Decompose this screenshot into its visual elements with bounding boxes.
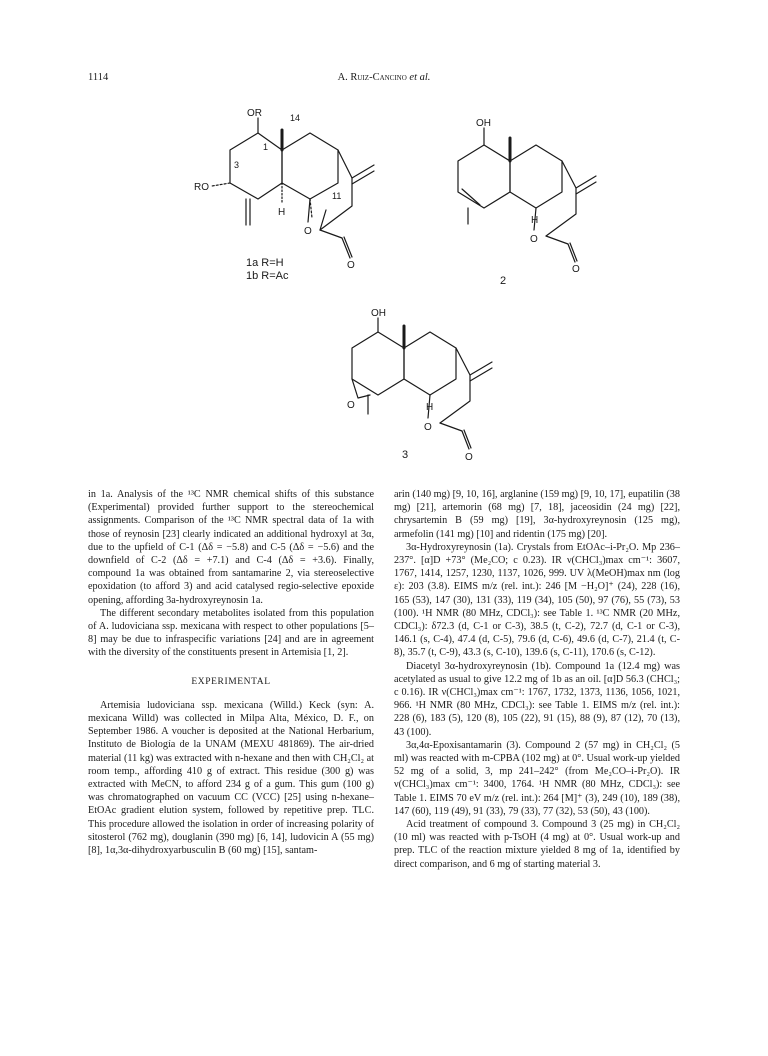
compound-2-caption: 2 <box>500 275 507 287</box>
running-head-authors <box>88 72 680 83</box>
compound-1-lactone-o: O <box>304 226 312 237</box>
page-number: 1114 <box>88 72 109 83</box>
compound-1-ro-label: RO <box>194 182 209 193</box>
compound-3-lactone-o: O <box>424 422 432 433</box>
compound-2-carbonyl-o: O <box>572 264 580 275</box>
left-column <box>88 488 374 857</box>
compound-1a-caption: 1a R=H <box>246 257 284 269</box>
running-header <box>88 72 680 86</box>
compound-2-lactone-o: O <box>530 234 538 245</box>
experimental-heading: EXPERIMENTAL <box>191 676 271 687</box>
right-column <box>394 488 680 871</box>
discussion-paragraph-2: The different secondary metabolites isolated from this population of A. ludoviciana ssp. mexicana with respect to other populations [5–8] may be due to infraspecific variations [24] and are in agreement with the diversity of the constituents present in Artemisia [1, 2]. <box>88 607 374 659</box>
compound-1-locant-1: 1 <box>263 142 269 152</box>
compound-2-h-label: H <box>531 215 539 226</box>
compound-1-locant-14: 14 <box>290 113 301 123</box>
acid-treatment-paragraph: Acid treatment of compound 3. Compound 3 (25 mg) in CH₂Cl₂ (10 ml) was reacted with p-TsOH (4 mg) at 0°. Usual work-up and prep. TLC of the reaction mixture yielded 8 mg of 1a, identified by direct comparison, and 6 mg of starting material 3. <box>394 819 680 870</box>
compound-1-or-label: OR <box>247 108 262 119</box>
compound-1-locant-3: 3 <box>234 160 240 170</box>
compound-1-carbonyl-o: O <box>347 260 355 271</box>
experimental-paragraph: Artemisia ludoviciana ssp. mexicana (Willd.) Keck (syn: A. mexicana Willd) was collected in Milpa Alta, México, D. F., on September 1986. A voucher is deposited at the National Herbarium, Instituto de Biología de la UNAM (MEXU 481869). The air-dried material (11 kg) was extracted with n-hexane and then with CH₂Cl₂ at room temp., affording 410 g of extract. This residue (300 g) was extracted with MeCN, to afford 234 g of a gum. This gum (100 g) was chromatographed on vacuum CC (VCC) [25] using n-hexane–EtOAc gradient elution system, followed by repetitive prep. TLC. This procedure allowed the isolation in order of increasing polarity of sitosterol (762 mg), douglanin (390 mg) [6, 14], ludovicin A (55 mg) [8], 1α,3α-dihydroxyarbusculin B (60 mg) [15], santam- <box>88 699 374 857</box>
compound-3-epoxide-o: O <box>347 400 355 411</box>
author-name: Ruiz-Cancino <box>350 72 407 83</box>
compound-3-oh-label: OH <box>371 308 386 319</box>
compound-1-skeleton <box>212 118 374 258</box>
compound-3-h-label: H <box>426 402 434 413</box>
structures-svg <box>0 90 768 470</box>
discussion-paragraph: in 1a. Analysis of the ¹³C NMR chemical shifts of this substance (Experimental) provided further support to the stereochemical assignments. Comparison of the ¹³C NMR spectral data of 1a with those of reynosin [23] clearly indicated an additional hydroxyl at 3α, due to the upfield of C-1 (Δδ = −5.8) and C-5 (Δδ = −5.6) and the downfield of C-2 (Δδ = +7.1) and C-4 (Δδ = +3.6). Finally, compound 1a was obtained from santamarine 2, via stereoselective epoxidation (to afford 3) and acid catalysed regio-selective epoxide opening, affording 3a-hydroxyreynosin 1a. <box>88 489 374 606</box>
author-suffix: et al. <box>406 72 431 83</box>
compound-2-skeleton <box>458 128 596 262</box>
compound-1b-paragraph: Diacetyl 3α-hydroxyreynosin (1b). Compound 1a (12.4 mg) was acetylated as usual to give 12.2 mg of 1b as an oil. [α]D 56.3 (CHCl₃; c 0.16). IR ν(CHCl₃)max cm⁻¹: 1767, 1732, 1373, 1136, 1056, 1021, 966. ¹H NMR (80 MHz, CDCl₃): see Table 1. EIMS m/z (rel. int.): 228 (6), 183 (5), 120 (8), 105 (22), 91 (15), 88 (9), 87 (12), 70 (13), 43 (100). <box>394 660 680 738</box>
compound-1a-paragraph: 3α-Hydroxyreynosin (1a). Crystals from EtOAc–i-Pr₂O. Mp 236–237°. [α]D +73° (Me₂CO; c 0.23). IR ν(CHCl₃)max cm⁻¹: 3607, 1767, 1414, 1257, 1230, 1137, 1026, 999. UV λ(MeOH)max nm (log ε): 203 (3.8). EIMS m/z (rel. int.): 246 [M −H₂O]⁺ (24), 228 (16), 165 (53), 147 (30), 131 (33), 119 (34), 105 (50), 97 (76), 55 (73), 53 (100). ¹H NMR (80 MHz, CDCl₃): see Table 1. ¹³C NMR (20 MHz, CDCl₃): δ72.3 (d, C-1 or C-3), 38.5 (t, C-2), 72.7 (d, C-1 or C-3), 146.1 (s, C-4), 47.4 (d, C-5), 79.6 (d, C-6), 49.6 (d, C-7), 21.4 (t, C-8), 35.7 (t, C-9), 43.3 (s, C-10), 139.6 (s, C-11), 170.6 (s, C-12). <box>394 541 680 659</box>
compound-3-paragraph: 3α,4α-Epoxisantamarin (3). Compound 2 (57 mg) in CH₂Cl₂ (5 ml) was reacted with m-CPBA (102 mg) at 0°. Usual work-up yielded 52 mg of a solid, 3, mp 241–242° (from Me₂CO–i-Pr₂O). IR ν(CHCl₃)max cm⁻¹: 3400, 1764. ¹H NMR (80 MHz, CDCl₃): see Table 1. EIMS 70 eV m/z (rel. int.): 264 [M]⁺ (3), 249 (10), 189 (38), 147 (60), 119 (49), 91 (33), 79 (33), 77 (32), 53 (50), 43 (100). <box>394 739 680 817</box>
compound-1-h-label: H <box>278 207 286 218</box>
compound-1b-caption: 1b R=Ac <box>246 270 289 282</box>
compound-3-carbonyl-o: O <box>465 452 473 463</box>
compound-3-caption: 3 <box>402 449 409 461</box>
chemical-structures-figure <box>0 90 768 470</box>
author-prefix: A. <box>337 72 351 83</box>
compound-1-locant-11: 11 <box>332 191 342 201</box>
compound-3-skeleton <box>352 318 492 449</box>
isolation-paragraph-continued: arin (140 mg) [9, 10, 16], arglanine (159 mg) [9, 10, 17], eupatilin (38 mg) [21], artemorin (68 mg) [7, 18], jaceosidin (24 mg) [22], chrysartemin B (59 mg) [19], 3α-hydroxyreynosin (125 mg), armefolin (141 mg) [10] and ridentin (175 mg) [20]. <box>394 489 680 540</box>
compound-2-oh-label: OH <box>476 118 491 129</box>
